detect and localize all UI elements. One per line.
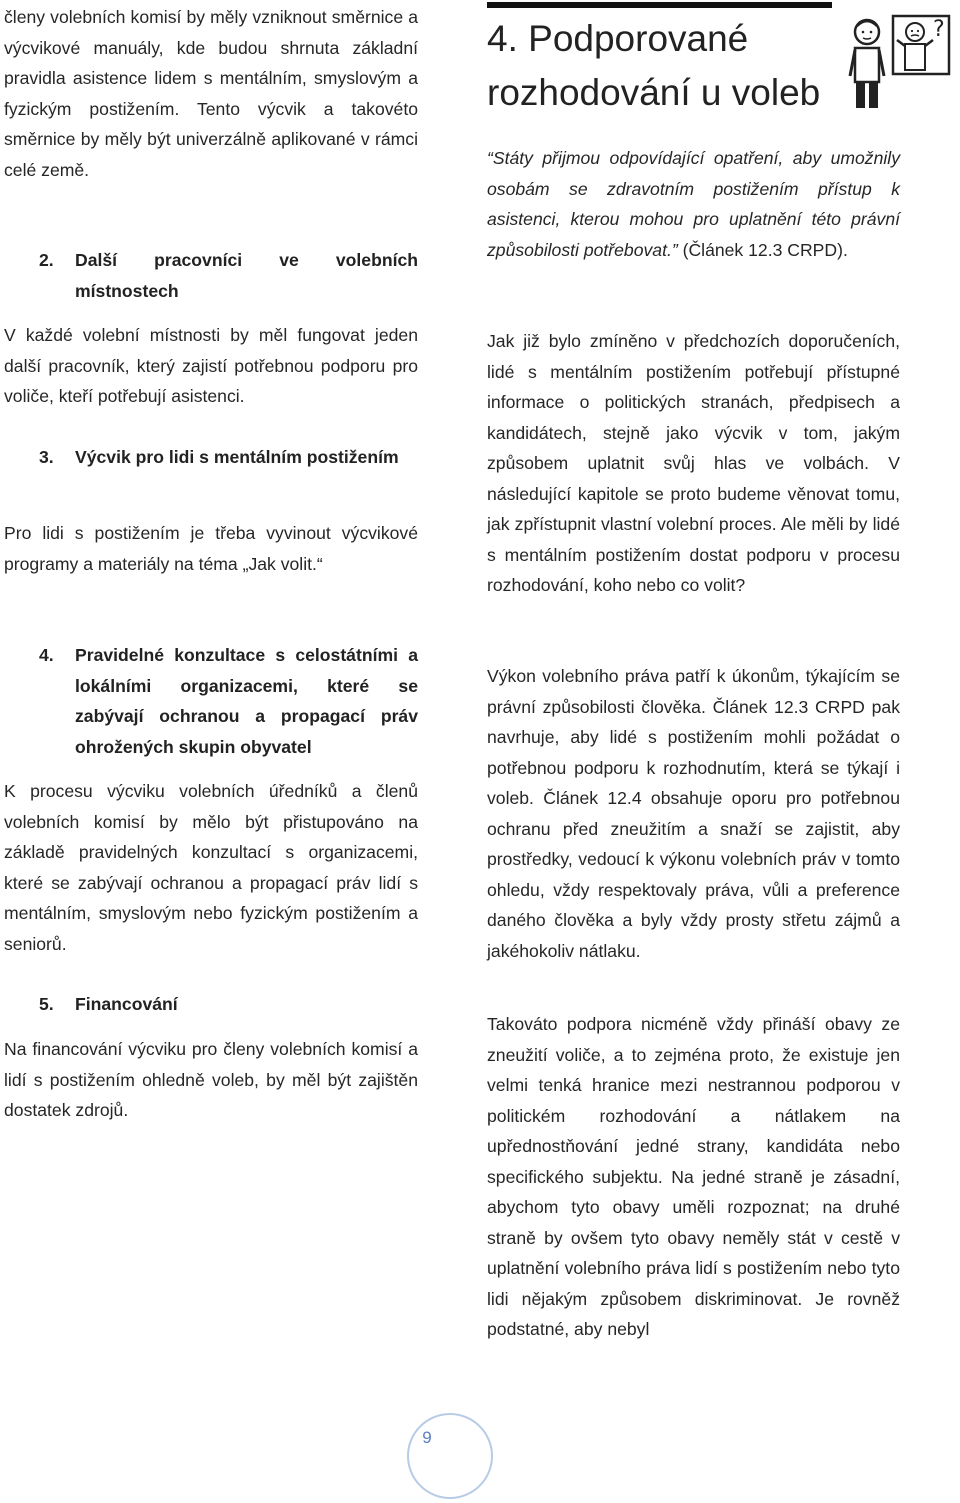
- crpd-quote: [487, 143, 900, 265]
- section-3-heading: Výcvik pro lidi s mentálním postižením: [75, 447, 399, 467]
- quote-source: (Článek 12.3 CRPD).: [682, 239, 848, 260]
- section-4-body: K procesu výcviku volebních úředníků a členů volebních komisí by mělo být přistupováno na základě pravidelných konzultací s organizacemi, které se zabývají ochranou a propagací práv lidí s mentálním, smyslovým nebo fyzickým postižením a seniorů.: [4, 781, 418, 954]
- quote-text: “Státy přijmou odpovídající opatření, aby umožnily osobám se zdravotním postižením přístup k asistenci, kterou mohou pro uplatnění této právní způsobilosti potřebovat.”: [487, 148, 900, 260]
- intro-paragraph: členy volebních komisí by měly vzniknout směrnice a výcvikové manuály, kde budou shrnuta základní pravidla asistence lidem s mentálním, smyslovým a fyzickým postižením. Tento výcvik a takovéto směrnice by měly být univerzálně aplikované v rámci celé země.: [4, 7, 418, 180]
- title-rule: [487, 2, 832, 8]
- chapter-title-line-1: 4. Podporované: [487, 18, 749, 59]
- chapter-title-line-2: rozhodování u voleb: [487, 72, 821, 113]
- section-3-number: 3.: [39, 447, 54, 467]
- section-2-number: 2.: [39, 250, 54, 270]
- section-2-heading: Další pracovníci ve volebních místnostech: [75, 250, 418, 301]
- chapter-title: [487, 12, 837, 120]
- right-paragraph-3: Takováto podpora nicméně vždy přináší obavy ze zneužití voliče, a to zejména proto, že existuje jen velmi tenká hranice mezi nestrannou podporou v politickém rozhodování a nátlakem na upřednostňování jedné strany, kandidáta nebo specifického subjektu. Na jedné straně je zásadní, abychom tyto obavy uměli rozpoznat; na druhé straně by ovšem tyto obavy neměly stát v cestě v uplatnění volebního práva lidí s postižením nebo tyto lidi nějakým způsobem diskriminovat. Je rovněž podstatné, aby nebyl: [487, 1014, 900, 1339]
- svg-text:?: ?: [933, 17, 945, 42]
- right-paragraph-2: Výkon volebního práva patří k úkonům, týkajícím se právní způsobilosti člověka. Článek 12.3 CRPD pak navrhuje, aby lidé s postižením mohli požádat o potřebnou podporu k rozhodnutím, která se týkají i voleb. Článek 12.4 obsahuje oporu pro potřebnou ochranu před zneužitím a snaží se zajistit, aby prostředky, vedoucí k výkonu volebních práv v tomto ohledu, vždy respektovaly práva, vůli a preference daného člověka a byly vždy prosty střetu zájmů a jakéhokoliv nátlaku.: [487, 666, 900, 961]
- person-question-icon: [845, 10, 955, 112]
- section-5-body: Na financování výcviku pro členy volebních komisí a lidí s postižením ohledně voleb, by měl být zajištěn dostatek zdrojů.: [4, 1039, 418, 1120]
- section-5-number: 5.: [39, 994, 54, 1014]
- section-4-number: 4.: [39, 645, 54, 665]
- right-paragraph-1: Jak již bylo zmíněno v předchozích doporučeních, lidé s mentálním postižením potřebují přístupné informace o politických stranách, předpisech a kandidátech, stejně jako výcvik v tom, jakým způsobem uplatnit svůj hlas ve volbách. V následující kapitole se proto budeme věnovat tomu, jak zpřístupnit vlastní volební proces. Ale měli by lidé s mentálním postižením dostat podporu v procesu rozhodování, koho nebo co volit?: [487, 331, 900, 595]
- page-number: 9: [422, 1428, 432, 1447]
- section-2-body: V každé volební místnosti by měl fungovat jeden další pracovník, který zajistí potřebnou podporu pro voliče, kteří potřebují asistenci.: [4, 325, 418, 406]
- section-3-body: Pro lidi s postižením je třeba vyvinout výcvikové programy a materiály na téma „Jak volit.“: [4, 523, 418, 574]
- page-number-circle: [407, 1413, 493, 1499]
- section-4-heading: Pravidelné konzultace s celostátními a lokálními organizacemi, které se zabývají ochranou a propagací práv ohrožených skupin obyvatel: [75, 645, 418, 757]
- section-5-heading: Financování: [75, 994, 178, 1014]
